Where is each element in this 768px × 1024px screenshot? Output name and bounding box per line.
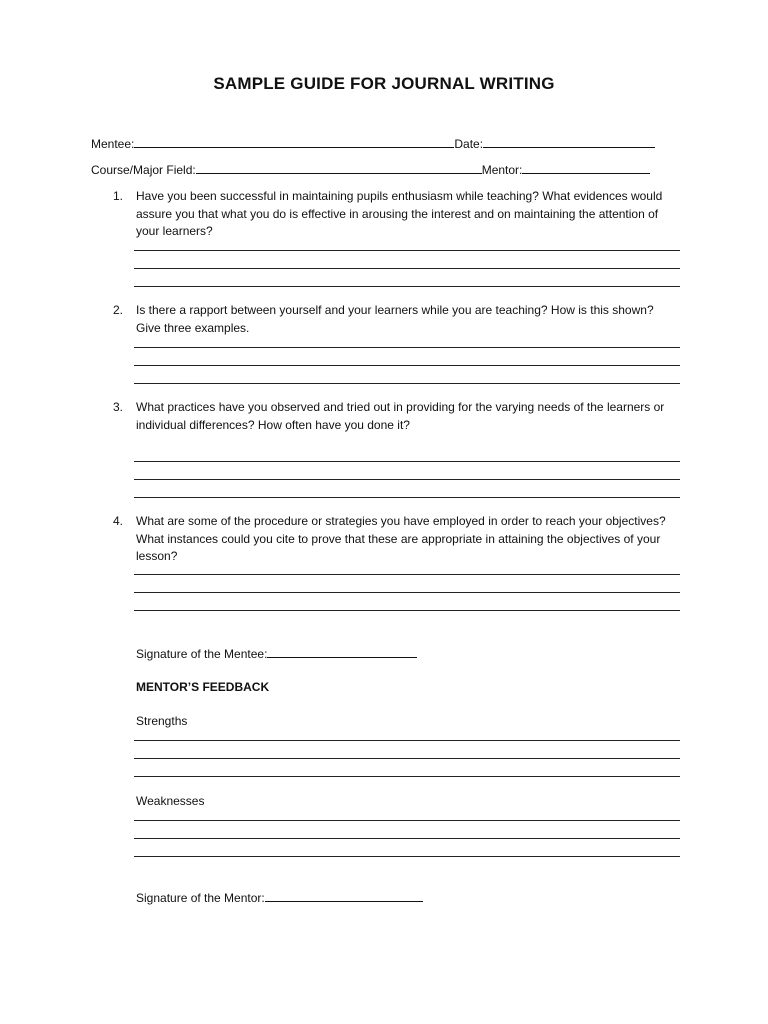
course-field[interactable] [196,162,482,174]
answer-line[interactable] [134,268,680,269]
question-text: Have you been successful in maintaining pupils enthusiasm while teaching? What evidences would assure you that what you do is effective in arousing the interest and on maintaining the attention of your learners? [136,189,663,238]
mentor-label: Mentor: [481,163,523,177]
date-field[interactable] [483,136,655,148]
weaknesses-line[interactable] [134,820,680,821]
question-number: 3. [113,400,124,414]
question-text: Is there a rapport between yourself and your learners while you are teaching? How is this shown? Give three examples. [136,303,654,335]
answer-line[interactable] [134,592,680,593]
question-text: What are some of the procedure or strategies you have employed in order to reach your objectives? What instances could you cite to prove that these are appropriate in attaining the objectives of your lesson? [136,514,666,563]
answer-line[interactable] [134,479,680,480]
weaknesses-label: Weaknesses [136,794,205,808]
mentor-signature-row [136,890,423,905]
strengths-line[interactable] [134,758,680,759]
mentee-field[interactable] [134,136,454,148]
feedback-heading: MENTOR’S FEEDBACK [136,680,270,694]
date-label: Date: [454,137,484,151]
course-mentor-row [91,162,650,177]
strengths-line[interactable] [134,776,680,777]
strengths-line[interactable] [134,740,680,741]
mentee-signature-field[interactable] [267,646,417,658]
strengths-label: Strengths [136,714,188,728]
course-label: Course/Major Field: [91,163,196,177]
question-text: What practices have you observed and tried out in providing for the varying needs of the learners or individual differences? How often have you done it? [136,400,665,432]
answer-line[interactable] [134,610,680,611]
weaknesses-line[interactable] [134,838,680,839]
mentee-signature-row [136,646,417,661]
question-number: 4. [113,514,124,528]
answer-line[interactable] [134,250,680,251]
answer-line[interactable] [134,461,680,462]
page-title: SAMPLE GUIDE FOR JOURNAL WRITING [213,74,555,93]
mentee-signature-label: Signature of the Mentee: [136,647,268,661]
mentee-label: Mentee: [91,137,135,151]
weaknesses-line[interactable] [134,856,680,857]
question-number: 2. [113,303,124,317]
answer-line[interactable] [134,347,680,348]
mentor-signature-label: Signature of the Mentor: [136,891,265,905]
answer-line[interactable] [134,497,680,498]
answer-line[interactable] [134,574,680,575]
answer-line[interactable] [134,383,680,384]
mentor-signature-field[interactable] [265,890,423,902]
mentee-date-row [91,136,655,151]
mentor-field[interactable] [522,162,650,174]
question-number: 1. [113,189,124,203]
answer-line[interactable] [134,365,680,366]
answer-line[interactable] [134,286,680,287]
